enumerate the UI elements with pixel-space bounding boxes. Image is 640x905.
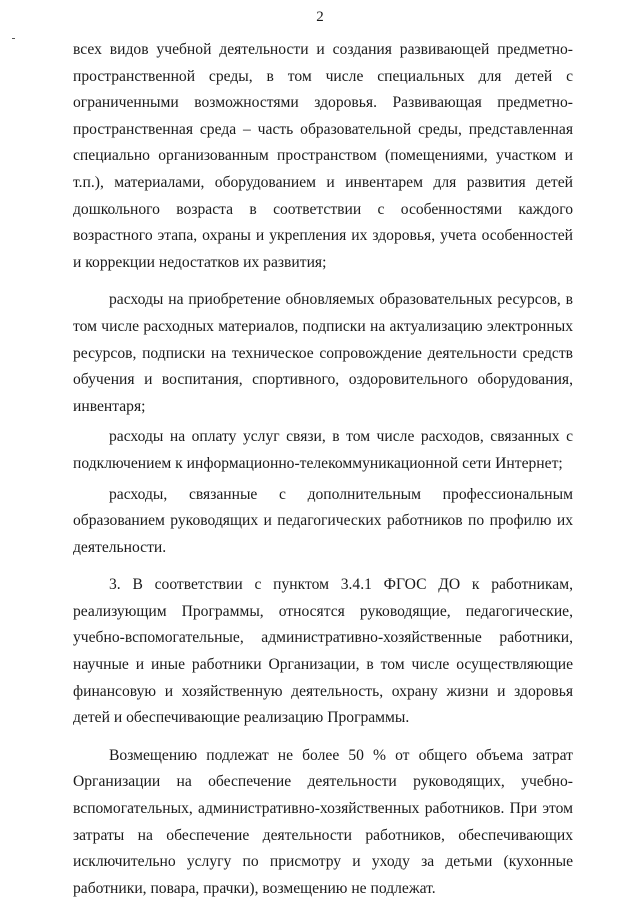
page-number: 2 — [316, 9, 324, 25]
scan-artifact — [12, 38, 15, 39]
paragraph-resources-expenses: расходы на приобретение обновляемых образовательных ресурсов, в том числе расходных материалов, подписки на актуализацию электронных ресурсов, подписки на техническое сопровождение деятельности средств обучения и воспитания, спортивного, оздоровительного оборудования, инвентаря; — [73, 291, 573, 415]
paragraph-continuation: всех видов учебной деятельности и создания развивающей предметно-пространственной среды, в том числе специальных для детей с ограниченными возможностями здоровья. Развивающая предметно-пространственная среда – часть образовательной среды, представленная специально организованным пространством (помещениями, участком и т.п.), материалами, оборудованием и инвентарем для развития детей дошкольного возраста в соответствии с особенностями каждого возрастного этапа, охраны и укрепления их здоровья, учета особенностей и коррекции недостатков их развития; — [73, 41, 573, 271]
paragraph-communication-expenses: расходы на оплату услуг связи, в том числе расходов, связанных с подключением к информационно-телекоммуникационной сети Интернет; — [73, 428, 573, 472]
paragraph-reimbursement: Возмещению подлежат не более 50 % от общего объема затрат Организации на обеспечение деятельности руководящих, учебно-вспомогательных, административно-хозяйственных работников. При этом затраты на обеспечение деятельности работников, обеспечивающих исключительно услугу по присмотру и уходу за детьми (кухонные работники, повара, прачки), возмещению не подлежат. — [73, 746, 573, 897]
paragraph-training-expenses: расходы, связанные с дополнительным профессиональным образованием руководящих и педагогических работников по профилю их деятельности. — [73, 485, 573, 556]
document-body — [73, 37, 573, 902]
paragraph-item-3: 3. В соответствии с пунктом 3.4.1 ФГОС ДО к работникам, реализующим Программы, относятся руководящие, педагогические, учебно-вспомогательные, административно-хозяйственные работники, научные и иные работники Организации, в том числе осуществляющие финансовую и хозяйственную деятельность, охрану жизни и здоровья детей и обеспечивающие реализацию Программы. — [73, 576, 573, 727]
